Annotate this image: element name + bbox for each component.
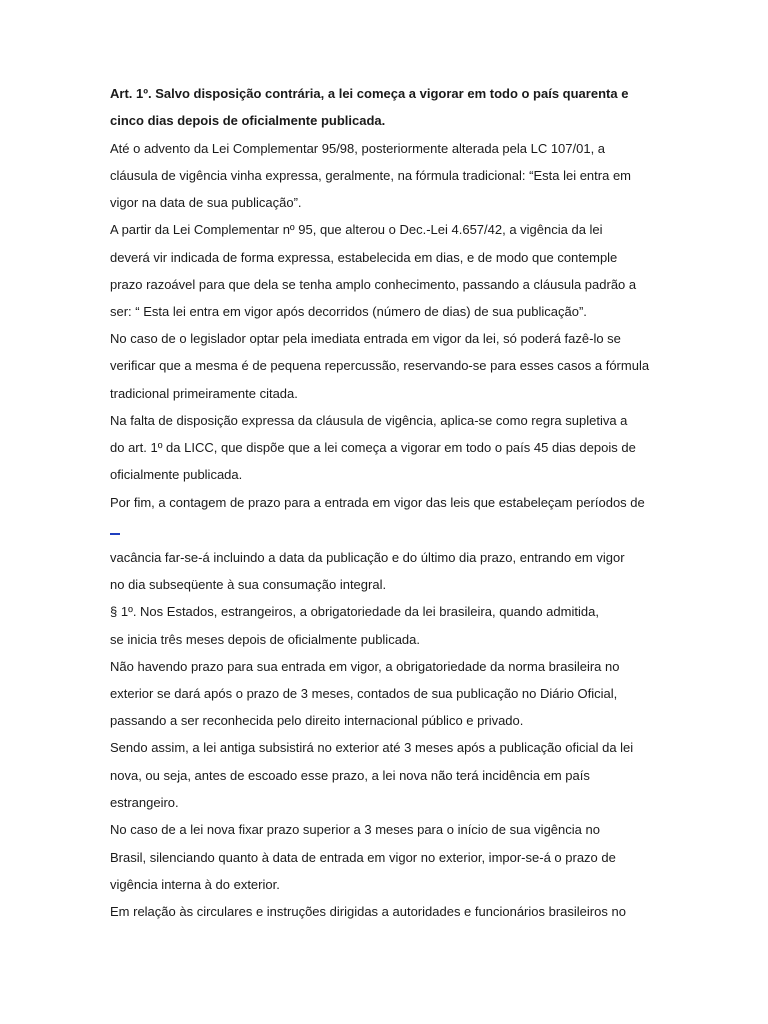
hyperlink-underline[interactable] [110,533,120,535]
text-line: tradicional primeiramente citada. [110,386,298,401]
text-line: deverá vir indicada de forma expressa, estabelecida em dias, e de modo que contemple [110,250,618,265]
text-line: do art. 1º da LICC, que dispõe que a lei começa a vigorar em todo o país 45 dias depois de [110,440,636,455]
text-line: Na falta de disposição expressa da cláusula de vigência, aplica-se como regra supletiva a [110,413,628,428]
text-line: verificar que a mesma é de pequena repercussão, reservando-se para esses casos a fórmula [110,358,650,373]
text-line: Art. 1º. Salvo disposição contrária, a lei começa a vigorar em todo o país quarenta e [110,86,629,101]
text-line: prazo razoável para que dela se tenha amplo conhecimento, passando a cláusula padrão a [110,277,637,292]
text-line: Não havendo prazo para sua entrada em vigor, a obrigatoriedade da norma brasileira no [110,659,620,674]
text-line: vigência interna à do exterior. [110,877,280,892]
text-line: vacância far-se-á incluindo a data da publicação e do último dia prazo, entrando em vigor [110,550,625,565]
text-line: No caso de a lei nova fixar prazo superior a 3 meses para o início de sua vigência no [110,822,600,837]
text-line: vigor na data de sua publicação”. [110,195,302,210]
text-line: cláusula de vigência vinha expressa, geralmente, na fórmula tradicional: “Esta lei entra em [110,168,631,183]
text-line: oficialmente publicada. [110,467,243,482]
text-line: No caso de o legislador optar pela imediata entrada em vigor da lei, só poderá fazê-lo se [110,331,621,346]
text-line: no dia subseqüente à sua consumação integral. [110,577,387,592]
text-line: cinco dias depois de oficialmente publicada. [110,113,386,128]
text-line: Brasil, silenciando quanto à data de entrada em vigor no exterior, impor-se-á o prazo de [110,850,616,865]
text-line: Até o advento da Lei Complementar 95/98, posteriormente alterada pela LC 107/01, a [110,141,606,156]
text-line: estrangeiro. [110,795,179,810]
text-line: § 1º. Nos Estados, estrangeiros, a obrigatoriedade da lei brasileira, quando admitida, [110,604,599,619]
text-line: Sendo assim, a lei antiga subsistirá no exterior até 3 meses após a publicação oficial da lei [110,740,634,755]
text-line: Em relação às circulares e instruções dirigidas a autoridades e funcionários brasileiros no [110,904,626,919]
text-line: nova, ou seja, antes de escoado esse prazo, a lei nova não terá incidência em país [110,768,590,783]
text-line: A partir da Lei Complementar nº 95, que alterou o Dec.-Lei 4.657/42, a vigência da lei [110,222,603,237]
text-line: passando a ser reconhecida pelo direito internacional público e privado. [110,713,524,728]
text-line: exterior se dará após o prazo de 3 meses, contados de sua publicação no Diário Oficial, [110,686,618,701]
text-line: Por fim, a contagem de prazo para a entrada em vigor das leis que estabeleçam períodos de [110,495,645,510]
text-line: ser: “ Esta lei entra em vigor após decorridos (número de dias) de sua publicação”. [110,304,587,319]
text-line: se inicia três meses depois de oficialmente publicada. [110,632,421,647]
